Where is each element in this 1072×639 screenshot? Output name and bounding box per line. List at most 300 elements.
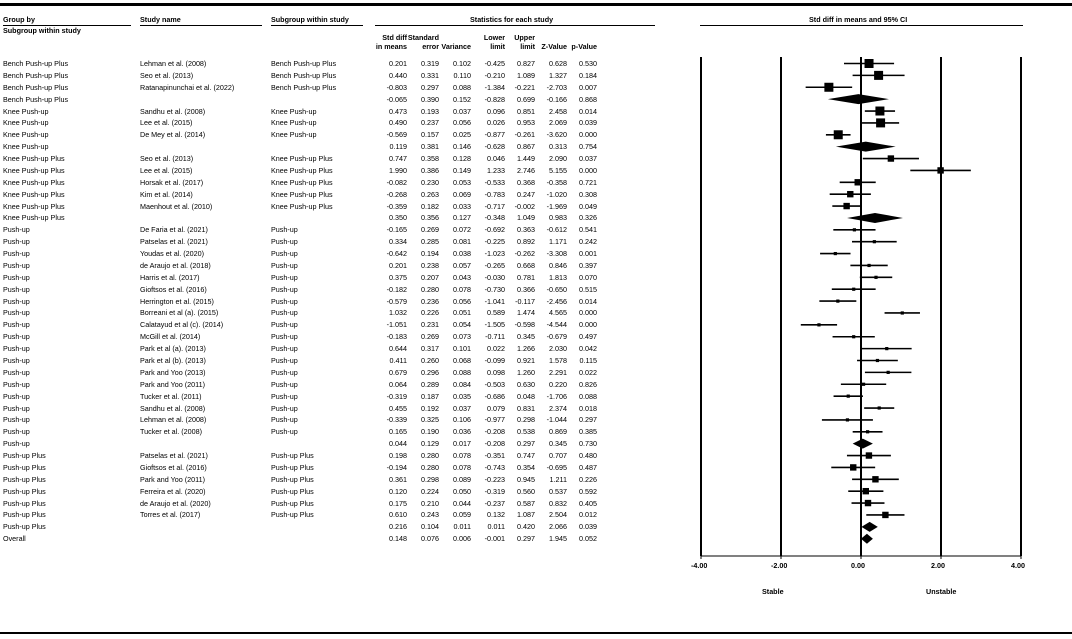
row-stat-z: 2.504 [549, 510, 567, 520]
row-stat-se: 0.236 [421, 296, 439, 306]
stat-column-header: Std diff [382, 33, 407, 42]
row-stat-se: 0.280 [421, 284, 439, 294]
row-stat-lo: 0.079 [487, 403, 505, 413]
row-subgroup: Push-up [271, 391, 298, 401]
row-stat-z: -2.703 [546, 82, 567, 92]
row-stat-z: 2.090 [549, 154, 567, 164]
row-stat-var: 0.128 [453, 154, 471, 164]
row-group: Push-up Plus [3, 498, 46, 508]
row-stat-var: 0.056 [453, 118, 471, 128]
row-stat-smd: 0.411 [389, 356, 407, 365]
row-study-name: Park and Yoo (2011) [140, 474, 206, 484]
row-group: Push-up [3, 284, 30, 294]
row-stat-lo: -0.717 [484, 201, 505, 211]
row-stat-var: 0.078 [453, 284, 471, 294]
row-stat-z: 0.846 [549, 260, 567, 270]
row-stat-hi: 0.630 [517, 379, 535, 389]
row-stat-p: 0.405 [579, 498, 597, 508]
row-stat-smd: 0.440 [389, 70, 407, 80]
row-subgroup: Knee Push-up Plus [271, 177, 333, 187]
row-study-name: Torres et al. (2017) [140, 510, 201, 520]
effect-marker [866, 452, 872, 458]
effect-marker [817, 323, 820, 326]
row-study-name: Harris et al. (2017) [140, 272, 200, 282]
row-stat-smd: -0.065 [386, 94, 407, 104]
row-stat-var: 0.011 [453, 522, 471, 532]
row-stat-smd: -0.642 [386, 249, 407, 259]
stat-column-header: limit [490, 42, 505, 51]
row-stat-lo: -0.503 [484, 379, 505, 389]
row-group: Push-up [3, 237, 30, 247]
row-group: Knee Push-up Plus [3, 154, 65, 164]
row-stat-z: 1.945 [549, 534, 567, 544]
row-subgroup: Knee Push-up [271, 118, 317, 128]
row-stat-var: 0.017 [453, 439, 471, 449]
row-study-name: Borreani et al (a). (2015) [140, 308, 219, 318]
row-stat-p: 0.039 [579, 118, 597, 128]
row-stat-smd: -0.339 [386, 415, 407, 425]
effect-marker [887, 371, 890, 374]
effect-marker [834, 252, 837, 255]
row-study-name: Lee et al. (2015) [140, 118, 193, 128]
row-stat-var: 0.106 [453, 415, 471, 425]
stat-column-header: Lower [483, 33, 505, 42]
row-study-name: Lehman et al. (2008) [140, 415, 207, 425]
row-stat-smd: 0.334 [389, 237, 407, 247]
row-stat-lo: -0.265 [484, 260, 505, 270]
row-subgroup: Knee Push-up Plus [271, 165, 333, 175]
row-stat-var: 0.068 [453, 356, 471, 365]
row-stat-hi: 0.831 [517, 403, 535, 413]
row-stat-lo: -0.692 [484, 225, 505, 235]
summary-diamond [836, 142, 896, 152]
row-stat-hi: 1.049 [517, 213, 535, 223]
row-stat-hi: 0.851 [517, 106, 535, 116]
row-subgroup: Bench Push-up Plus [271, 70, 337, 80]
row-group: Push-up [3, 367, 30, 377]
stat-column-header: limit [520, 42, 535, 51]
row-stat-lo: -0.208 [484, 439, 505, 449]
row-subgroup: Knee Push-up Plus [271, 154, 333, 164]
row-stat-lo: -0.877 [484, 130, 505, 140]
row-stat-var: 0.057 [453, 260, 471, 270]
effect-marker [836, 300, 839, 303]
row-study-name: McGill et al. (2014) [140, 332, 201, 342]
stat-column-header: Z-Value [541, 42, 567, 51]
x-tick-label: 4.00 [1011, 561, 1025, 570]
row-stat-se: 0.076 [421, 534, 439, 544]
row-subgroup: Push-up [271, 308, 298, 318]
row-stat-se: 0.243 [421, 510, 439, 520]
row-stat-se: 0.280 [421, 451, 439, 461]
row-stat-lo: -1.041 [484, 296, 505, 306]
row-stat-p: 0.052 [579, 534, 597, 544]
row-group: Push-up [3, 344, 30, 354]
effect-marker [885, 347, 888, 350]
summary-diamond [847, 213, 903, 223]
row-stat-smd: 0.350 [389, 213, 407, 223]
header-group-by: Group by [3, 15, 35, 24]
row-group: Push-up [3, 356, 30, 365]
row-stat-hi: -0.002 [514, 201, 535, 211]
row-stat-p: 0.000 [579, 308, 597, 318]
row-stat-var: 0.050 [453, 486, 471, 496]
row-stat-z: 0.869 [549, 427, 567, 437]
row-stat-lo: -0.711 [485, 332, 505, 342]
row-stat-smd: 0.361 [389, 474, 407, 484]
row-stat-smd: 0.201 [389, 260, 407, 270]
row-stat-z: 0.537 [549, 486, 567, 496]
row-stat-se: 0.104 [421, 522, 439, 532]
row-stat-lo: -0.783 [484, 189, 505, 199]
effect-marker [850, 464, 856, 470]
row-stat-smd: 0.455 [389, 403, 407, 413]
row-stat-lo: -0.099 [484, 356, 505, 365]
row-stat-smd: -1.051 [386, 320, 407, 330]
row-stat-smd: -0.579 [386, 296, 407, 306]
row-stat-smd: -0.183 [386, 332, 407, 342]
row-subgroup: Push-up [271, 344, 298, 354]
row-stat-p: 0.226 [579, 474, 597, 484]
row-stat-lo: 0.096 [487, 106, 505, 116]
row-stat-z: 2.458 [549, 106, 567, 116]
effect-marker [847, 395, 850, 398]
row-study-name: Park and Yoo (2013) [140, 367, 206, 377]
stat-column-header: p-Value [571, 42, 597, 51]
row-stat-z: 2.291 [549, 367, 567, 377]
row-subgroup: Push-up [271, 320, 298, 330]
row-stat-p: 0.515 [579, 284, 597, 294]
row-stat-z: -2.456 [546, 296, 567, 306]
row-stat-smd: 0.119 [389, 142, 407, 152]
row-stat-z: 1.327 [549, 70, 567, 80]
row-group: Push-up [3, 415, 30, 425]
row-stat-hi: 0.560 [517, 486, 535, 496]
row-stat-se: 0.194 [421, 249, 439, 259]
row-stat-p: 0.326 [579, 213, 597, 223]
row-stat-var: 0.088 [453, 367, 471, 377]
row-stat-smd: 0.201 [389, 59, 407, 68]
row-group: Knee Push-up [3, 142, 49, 152]
row-stat-smd: 0.216 [389, 522, 407, 532]
row-stat-hi: 1.449 [517, 154, 535, 164]
row-group: Bench Push-up Plus [3, 70, 69, 80]
row-subgroup: Push-up [271, 367, 298, 377]
effect-marker [876, 359, 879, 362]
row-stat-p: 0.037 [579, 154, 597, 164]
row-stat-var: 0.088 [453, 82, 471, 92]
row-stat-lo: -0.743 [484, 462, 505, 472]
row-stat-z: 0.345 [549, 439, 567, 449]
row-study-name: Ferreira et al. (2020) [140, 486, 206, 496]
row-group: Push-up [3, 439, 30, 449]
row-stat-se: 0.298 [421, 474, 439, 484]
row-stat-z: -0.679 [546, 332, 567, 342]
summary-diamond [828, 94, 889, 104]
row-stat-z: -0.695 [546, 462, 567, 472]
row-stat-p: 0.242 [579, 237, 597, 247]
row-stat-z: 0.313 [549, 142, 567, 152]
row-stat-var: 0.072 [453, 225, 471, 235]
row-group: Push-up Plus [3, 462, 46, 472]
row-stat-var: 0.101 [453, 344, 471, 354]
row-stat-se: 0.260 [421, 356, 439, 365]
row-study-name: Herrington et al. (2015) [140, 296, 214, 306]
row-study-name: Patselas et al. (2021) [140, 237, 208, 247]
row-study-name: Maenhout et al. (2010) [140, 201, 213, 211]
row-study-name: Sandhu et al. (2008) [140, 403, 206, 413]
row-group: Push-up [3, 225, 30, 235]
row-stat-hi: 0.538 [517, 427, 535, 437]
row-stat-var: 0.146 [453, 142, 471, 152]
row-stat-var: 0.084 [453, 379, 471, 389]
x-tick-label: 0.00 [851, 561, 865, 570]
row-stat-se: 0.331 [421, 70, 439, 80]
x-tick-label: -4.00 [691, 561, 708, 570]
row-stat-z: 0.983 [549, 213, 567, 223]
row-stat-p: 0.385 [579, 427, 597, 437]
row-study-name: Lehman et al. (2008) [140, 59, 207, 68]
row-stat-smd: -0.194 [386, 462, 407, 472]
row-stat-hi: -0.221 [514, 82, 535, 92]
row-group: Push-up [3, 391, 30, 401]
row-group: Knee Push-up [3, 130, 49, 140]
row-stat-smd: 1.032 [389, 308, 407, 318]
row-stat-se: 0.231 [421, 320, 439, 330]
row-stat-hi: 0.354 [517, 462, 535, 472]
row-stat-lo: 1.233 [487, 165, 505, 175]
row-stat-z: -0.612 [546, 225, 567, 235]
row-stat-p: 0.721 [579, 177, 597, 187]
row-stat-se: 0.358 [421, 154, 439, 164]
row-stat-smd: 0.375 [389, 272, 407, 282]
effect-marker [834, 130, 843, 139]
row-stat-p: 0.070 [579, 272, 597, 282]
effect-marker [867, 264, 870, 267]
row-study-name: Park et al (a). (2013) [140, 344, 206, 354]
row-stat-smd: 1.990 [389, 165, 407, 175]
row-stat-hi: 0.048 [517, 391, 535, 401]
row-subgroup: Push-up Plus [271, 498, 314, 508]
row-stat-var: 0.069 [453, 189, 471, 199]
row-group: Push-up Plus [3, 486, 46, 496]
row-stat-se: 0.280 [421, 462, 439, 472]
row-study-name: de Araujo et al. (2020) [140, 498, 211, 508]
row-stat-lo: -0.730 [484, 284, 505, 294]
row-group: Push-up [3, 332, 30, 342]
row-stat-smd: 0.198 [389, 451, 407, 461]
row-stat-lo: -0.351 [484, 451, 505, 461]
row-group: Push-up [3, 308, 30, 318]
row-stat-se: 0.157 [421, 130, 439, 140]
row-group: Push-up [3, 427, 30, 437]
row-stat-smd: 0.644 [389, 344, 407, 354]
row-stat-se: 0.319 [421, 59, 439, 68]
effect-marker [875, 107, 884, 116]
row-stat-hi: 0.420 [517, 522, 535, 532]
row-stat-p: 0.541 [579, 225, 597, 235]
row-subgroup: Push-up Plus [271, 486, 314, 496]
header-subgroup-left: Subgroup within study [3, 26, 81, 35]
row-stat-var: 0.025 [453, 130, 471, 140]
row-study-name: Calatayud et al (c). (2014) [140, 320, 224, 330]
row-stat-p: 0.018 [579, 403, 597, 413]
row-stat-hi: 0.699 [517, 94, 535, 104]
row-subgroup: Push-up [271, 332, 298, 342]
row-stat-var: 0.053 [453, 177, 471, 187]
row-stat-p: 0.184 [579, 70, 597, 80]
row-stat-se: 0.237 [421, 118, 439, 128]
row-stat-se: 0.325 [421, 415, 439, 425]
row-stat-lo: 0.132 [487, 510, 505, 520]
row-stat-lo: -0.628 [484, 142, 505, 152]
row-stat-lo: -0.001 [484, 534, 505, 544]
row-stat-lo: -0.208 [484, 427, 505, 437]
effect-marker [852, 335, 855, 338]
row-group: Push-up [3, 320, 30, 330]
row-stat-lo: -0.425 [484, 59, 505, 68]
row-stat-z: -0.650 [546, 284, 567, 294]
row-group: Bench Push-up Plus [3, 82, 69, 92]
row-stat-lo: -0.319 [484, 486, 505, 496]
row-stat-smd: -0.803 [386, 82, 407, 92]
row-stat-p: 0.530 [579, 59, 597, 68]
row-subgroup: Push-up [271, 237, 298, 247]
row-stat-se: 0.296 [421, 367, 439, 377]
row-stat-hi: 0.247 [517, 189, 535, 199]
effect-marker [901, 311, 904, 314]
row-stat-z: 5.155 [549, 165, 567, 175]
row-study-name: de Araujo et al. (2018) [140, 260, 211, 270]
row-group: Push-up [3, 260, 30, 270]
row-stat-var: 0.036 [453, 427, 471, 437]
row-stat-smd: 0.490 [389, 118, 407, 128]
row-stat-hi: 0.363 [517, 225, 535, 235]
row-stat-var: 0.152 [453, 94, 471, 104]
row-stat-p: 0.001 [579, 249, 597, 259]
row-subgroup: Push-up [271, 249, 298, 259]
effect-marker [846, 418, 849, 421]
row-stat-var: 0.149 [453, 165, 471, 175]
row-subgroup: Push-up Plus [271, 451, 314, 461]
row-study-name: Lee et al. (2015) [140, 165, 193, 175]
row-stat-p: 0.497 [579, 332, 597, 342]
row-subgroup: Push-up [271, 272, 298, 282]
row-subgroup: Push-up [271, 403, 298, 413]
row-stat-se: 0.356 [421, 213, 439, 223]
header-statistics: Statistics for each study [470, 15, 554, 24]
row-stat-hi: 0.892 [517, 237, 535, 247]
row-stat-smd: 0.610 [389, 510, 407, 520]
row-stat-smd: -0.082 [386, 177, 407, 187]
row-stat-hi: -0.598 [514, 320, 535, 330]
left-direction-label: Stable [762, 587, 784, 596]
row-stat-hi: 0.668 [517, 260, 535, 270]
effect-marker [874, 71, 883, 80]
stat-column-header: error [422, 42, 439, 51]
row-stat-lo: -0.348 [484, 213, 505, 223]
row-stat-se: 0.269 [421, 332, 439, 342]
row-stat-smd: 0.148 [389, 534, 407, 544]
row-stat-var: 0.054 [453, 320, 471, 330]
effect-marker [863, 488, 869, 494]
row-study-name: Seo et al. (2013) [140, 154, 194, 164]
row-stat-smd: -0.268 [386, 189, 407, 199]
row-stat-z: 0.628 [549, 59, 567, 68]
row-stat-p: 0.007 [579, 82, 597, 92]
x-tick-label: -2.00 [771, 561, 788, 570]
row-stat-hi: 2.746 [517, 165, 535, 175]
row-stat-hi: 1.089 [517, 70, 535, 80]
row-stat-lo: 0.589 [487, 308, 505, 318]
row-subgroup: Knee Push-up [271, 130, 317, 140]
row-stat-smd: 0.064 [389, 379, 407, 389]
effect-marker [865, 500, 871, 506]
effect-marker [824, 83, 833, 92]
row-stat-z: 2.066 [549, 522, 567, 532]
row-stat-z: 2.030 [549, 344, 567, 354]
row-stat-lo: -0.686 [484, 391, 505, 401]
row-stat-p: 0.730 [579, 439, 597, 449]
row-stat-var: 0.089 [453, 474, 471, 484]
row-stat-p: 0.115 [579, 356, 597, 365]
row-group: Push-up Plus [3, 474, 46, 484]
row-stat-p: 0.000 [579, 130, 597, 140]
row-group: Knee Push-up Plus [3, 189, 65, 199]
stat-column-header: in means [375, 42, 407, 51]
row-subgroup: Push-up [271, 379, 298, 389]
header-plot-title: Std diff in means and 95% CI [809, 15, 908, 24]
row-stat-se: 0.386 [421, 165, 439, 175]
row-stat-z: 2.069 [549, 118, 567, 128]
row-stat-hi: 0.587 [517, 498, 535, 508]
row-stat-smd: -0.359 [386, 201, 407, 211]
row-stat-z: -1.020 [546, 189, 567, 199]
row-stat-z: 1.813 [549, 272, 567, 282]
row-stat-z: 1.211 [549, 474, 567, 484]
row-subgroup: Knee Push-up Plus [271, 201, 333, 211]
row-stat-smd: 0.044 [389, 439, 407, 449]
effect-marker [878, 406, 881, 409]
row-stat-lo: -0.225 [484, 237, 505, 247]
row-study-name: Park and Yoo (2011) [140, 379, 206, 389]
row-stat-se: 0.285 [421, 237, 439, 247]
row-stat-p: 0.014 [579, 106, 597, 116]
row-stat-hi: 0.747 [517, 451, 535, 461]
row-subgroup: Push-up [271, 284, 298, 294]
row-stat-lo: -1.023 [484, 249, 505, 259]
row-stat-se: 0.263 [421, 189, 439, 199]
row-stat-hi: 1.266 [517, 344, 535, 354]
row-stat-se: 0.238 [421, 260, 439, 270]
row-subgroup: Push-up Plus [271, 510, 314, 520]
row-stat-z: -1.044 [546, 415, 567, 425]
row-stat-smd: 0.120 [389, 486, 407, 496]
effect-marker [847, 191, 853, 197]
row-stat-z: 2.374 [549, 403, 567, 413]
row-stat-lo: 0.011 [487, 522, 505, 532]
row-stat-lo: -1.505 [484, 320, 505, 330]
row-stat-z: 0.707 [549, 451, 567, 461]
row-stat-z: -0.358 [546, 177, 567, 187]
row-study-name: De Faria et al. (2021) [140, 225, 208, 235]
effect-marker [888, 155, 894, 161]
row-stat-var: 0.078 [453, 462, 471, 472]
row-group: Push-up [3, 403, 30, 413]
row-subgroup: Push-up Plus [271, 474, 314, 484]
stat-column-header: Upper [514, 33, 535, 42]
row-group: Push-up [3, 296, 30, 306]
